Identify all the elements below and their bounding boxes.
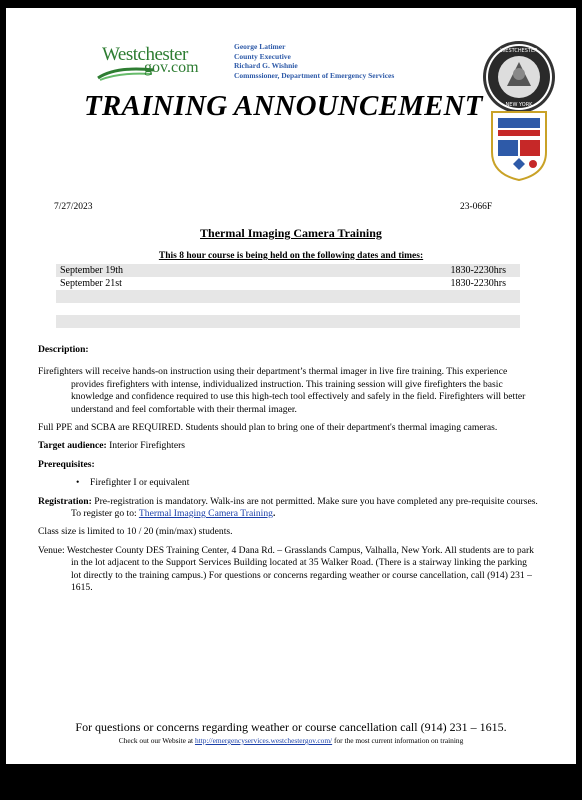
schedule-heading: This 8 hour course is being held on the following dates and times:: [158, 251, 424, 261]
svg-text:WESTCHESTER: WESTCHESTER: [500, 48, 538, 54]
session-date: September 21st: [60, 278, 122, 289]
registration-link[interactable]: Thermal Imaging Camera Training: [138, 508, 273, 520]
footer-contact: For questions or concerns regarding weather or course cancellation call (914) 231 – 1615.: [75, 720, 507, 734]
prerequisite-item: [76, 477, 538, 489]
registration-label: Registration:: [38, 495, 92, 507]
session-date: September 19th: [60, 265, 124, 276]
westchester-logo: [96, 44, 224, 82]
page-title: TRAINING ANNOUNCEMENT: [84, 90, 483, 122]
document-page: [6, 8, 576, 764]
registration-paragraph: Registration: Pre-registration is mandatory. Walk-ins are not permitted. Make sure you have completed any pre-requisite courses. To register go to: Thermal Imaging Camera Training.: [38, 495, 538, 520]
session-time: 1830-2230hrs: [450, 265, 506, 276]
description-heading: Description:: [38, 344, 89, 355]
schedule-table: [56, 264, 520, 328]
class-size: Class size is limited to 10 / 20 (min/max) students.: [38, 526, 233, 538]
website-link[interactable]: http://emergencyservices.westchestergov.com/: [194, 736, 333, 745]
official-line: County Executive: [234, 51, 291, 61]
target-audience: [38, 440, 538, 452]
official-line: Commssioner, Department of Emergency Services: [234, 70, 395, 80]
prerequisites-heading: Prerequisites:: [38, 458, 95, 470]
prerequisite-text: Firefighter I or equivalent: [90, 477, 190, 489]
registration-text: Pre-registration is mandatory. Walk-ins are not permitted. Make sure you have completed any pre-requisite courses. To register go to:: [71, 495, 538, 520]
logo-text-westchester: Westchester: [102, 44, 188, 65]
schedule-row-empty: [56, 315, 520, 328]
bullet-icon: •: [76, 477, 80, 489]
course-title: Thermal Imaging Camera Training: [200, 226, 382, 240]
announcement-body: [38, 344, 538, 601]
session-time: 1830-2230hrs: [450, 278, 506, 289]
target-audience-label: Target audience:: [38, 440, 107, 452]
emergency-services-badge-icon: [488, 108, 550, 182]
schedule-row-empty: [56, 290, 520, 303]
official-line: Richard G. Wishnie: [234, 61, 298, 70]
svg-text:NEW YORK: NEW YORK: [505, 102, 533, 108]
announcement-date: 7/27/2023: [54, 202, 93, 212]
target-audience-value: Interior Firefighters: [109, 440, 186, 452]
description-paragraph: Firefighters will receive hands-on instruction using their department’s thermal imager in live fire training. This experience provides firefighters with intense, individualized instruction. This training session will give firefighters the basic knowledge and confidence required to use this high-tech tool effectively and safely in the field. Firefighters will better understand and feel comfortable with their thermal imager.: [38, 366, 526, 415]
officials-block: [234, 42, 394, 80]
official-line: George Latimer: [234, 42, 286, 51]
schedule-row: [56, 264, 520, 277]
logo-text-gov: gov.com: [144, 59, 199, 76]
ppe-paragraph: Full PPE and SCBA are REQUIRED. Students should plan to bring one of their department's thermal imaging cameras.: [38, 422, 498, 434]
schedule-row: [56, 277, 520, 290]
footer-website: Check out our Website at http://emergencyservices.westchestergov.com/ for the most current information on training: [118, 736, 464, 745]
announcement-code: 23-066F: [460, 202, 493, 212]
venue-paragraph: Venue: Westchester County DES Training Center, 4 Dana Rd. – Grasslands Campus, Valhalla, New York. All students are to park in the lot adjacent to the Support Services Building located at 35 Walker Road. (There is a stairway linking the parking lot directly to the training campus.) For questions or concerns regarding weather or course cancellation, call (914) 231 – 1615.: [38, 544, 534, 594]
county-seal-icon: [482, 40, 556, 114]
